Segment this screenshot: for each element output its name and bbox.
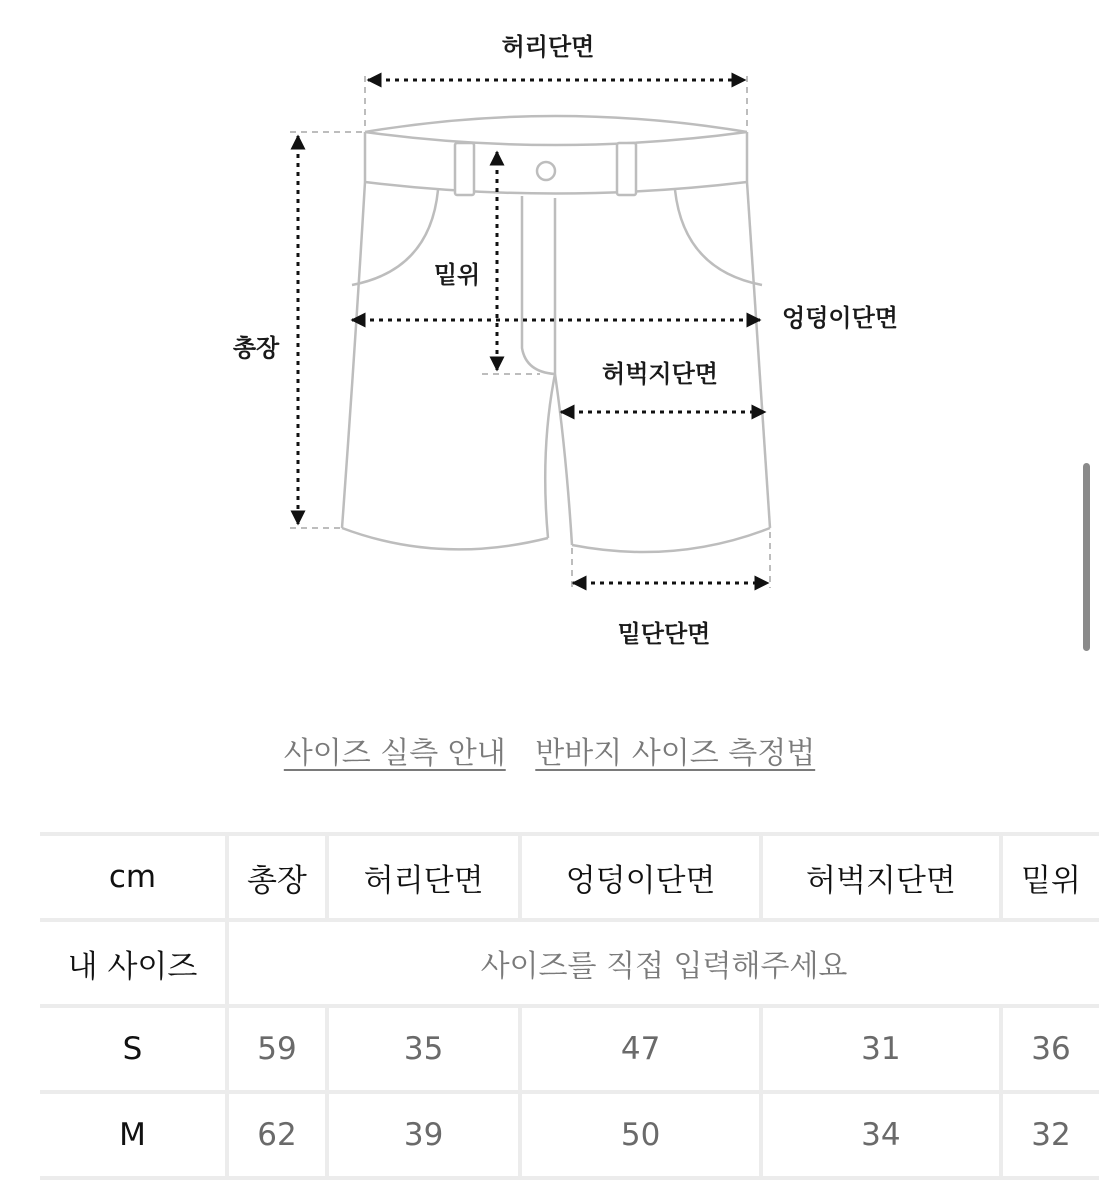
size-guide-link[interactable]: 사이즈 실측 안내 xyxy=(283,736,506,771)
header-waist: 허리단면 xyxy=(325,832,519,918)
size-table xyxy=(40,832,1099,1180)
value-cell: 39 xyxy=(325,1090,519,1180)
value-cell: 59 xyxy=(225,1004,325,1090)
header-thigh: 허벅지단면 xyxy=(759,832,999,918)
value-cell: 32 xyxy=(999,1090,1099,1180)
table-header-row xyxy=(40,832,1099,918)
header-rise: 밑위 xyxy=(999,832,1099,918)
label-thigh: 허벅지단면 xyxy=(602,360,718,388)
value-cell: 62 xyxy=(225,1090,325,1180)
table-row xyxy=(40,1090,1099,1180)
label-total-length: 총장 xyxy=(232,334,280,362)
label-waist: 허리단면 xyxy=(501,33,595,61)
label-hip: 엉덩이단면 xyxy=(782,304,898,332)
value-cell: 31 xyxy=(759,1004,999,1090)
header-unit: cm xyxy=(40,832,225,918)
label-rise: 밑위 xyxy=(433,261,481,289)
shorts-outline xyxy=(342,116,770,552)
guide-links xyxy=(0,728,1099,772)
size-label: M xyxy=(40,1090,225,1180)
my-size-row xyxy=(40,918,1099,1004)
measure-method-link[interactable]: 반바지 사이즈 측정법 xyxy=(535,736,816,771)
value-cell: 35 xyxy=(325,1004,519,1090)
value-cell: 34 xyxy=(759,1090,999,1180)
table-row xyxy=(40,1004,1099,1090)
label-hem: 밑단단면 xyxy=(617,620,711,648)
value-cell: 50 xyxy=(518,1090,758,1180)
my-size-input[interactable]: 사이즈를 직접 입력해주세요 xyxy=(225,918,1099,1004)
size-label: S xyxy=(40,1004,225,1090)
header-hip: 엉덩이단면 xyxy=(518,832,758,918)
value-cell: 47 xyxy=(518,1004,758,1090)
scrollbar-thumb[interactable] xyxy=(1083,463,1090,651)
header-total-length: 총장 xyxy=(225,832,325,918)
my-size-label: 내 사이즈 xyxy=(40,918,225,1004)
value-cell: 36 xyxy=(999,1004,1099,1090)
